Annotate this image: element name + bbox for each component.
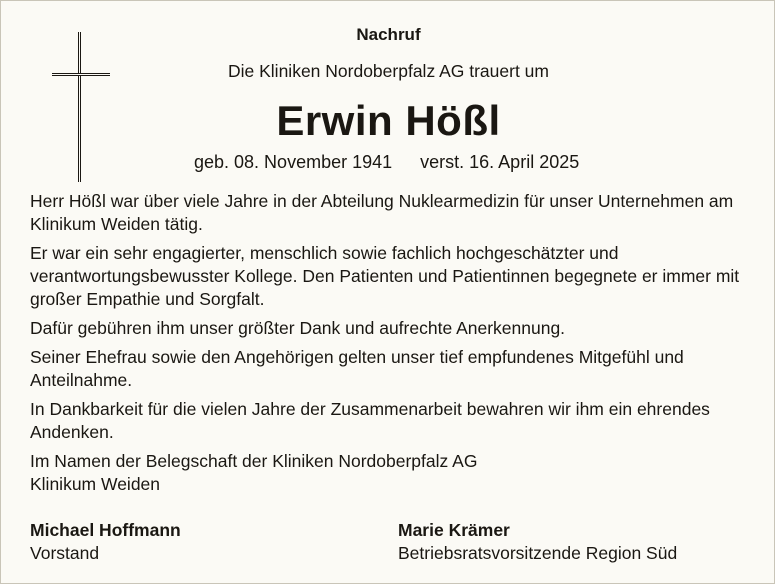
signatory-left — [30, 519, 181, 565]
death-date: verst. 16. April 2025 — [420, 152, 580, 172]
signatory-role: Vorstand — [30, 543, 100, 563]
paragraph: Herr Hößl war über viele Jahre in der Abteilung Nuklearmedizin für unser Unternehmen am Klinikum Weiden tätig. — [30, 191, 734, 234]
closing-block — [30, 450, 760, 496]
signatory-role: Betriebsratsvorsitzende Region Süd — [398, 543, 678, 563]
signatory-name: Marie Krämer — [398, 520, 510, 540]
signatory-right — [398, 519, 677, 565]
obituary-text — [30, 190, 760, 502]
deceased-name: Erwin Hößl — [276, 97, 501, 144]
paragraph: Dafür gebühren ihm unser größter Dank und aufrechte Anerkennung. — [30, 318, 566, 338]
notice-label: Nachruf — [356, 25, 421, 44]
birth-date: geb. 08. November 1941 — [194, 152, 393, 172]
signatory-name: Michael Hoffmann — [30, 520, 181, 540]
paragraph: Er war ein sehr engagierter, menschlich sowie fachlich hochgeschätzter und verantwortungsbewusster Kollege. Den Patienten und Patientinnen begegnete er immer mit großer Empathie und Sorgfalt. — [30, 243, 740, 309]
life-dates — [194, 152, 579, 173]
paragraph: Seiner Ehefrau sowie den Angehörigen gelten unser tief empfundenes Mitgefühl und Anteilnahme. — [30, 347, 684, 390]
paragraph: In Dankbarkeit für die vielen Jahre der Zusammenarbeit bewahren wir ihm ein ehrendes Andenken. — [30, 399, 710, 442]
closing-line: Im Namen der Belegschaft der Kliniken Nordoberpfalz AG — [30, 451, 478, 471]
mourner-line: Die Kliniken Nordoberpfalz AG trauert um — [228, 61, 549, 81]
closing-line: Klinikum Weiden — [30, 474, 161, 494]
